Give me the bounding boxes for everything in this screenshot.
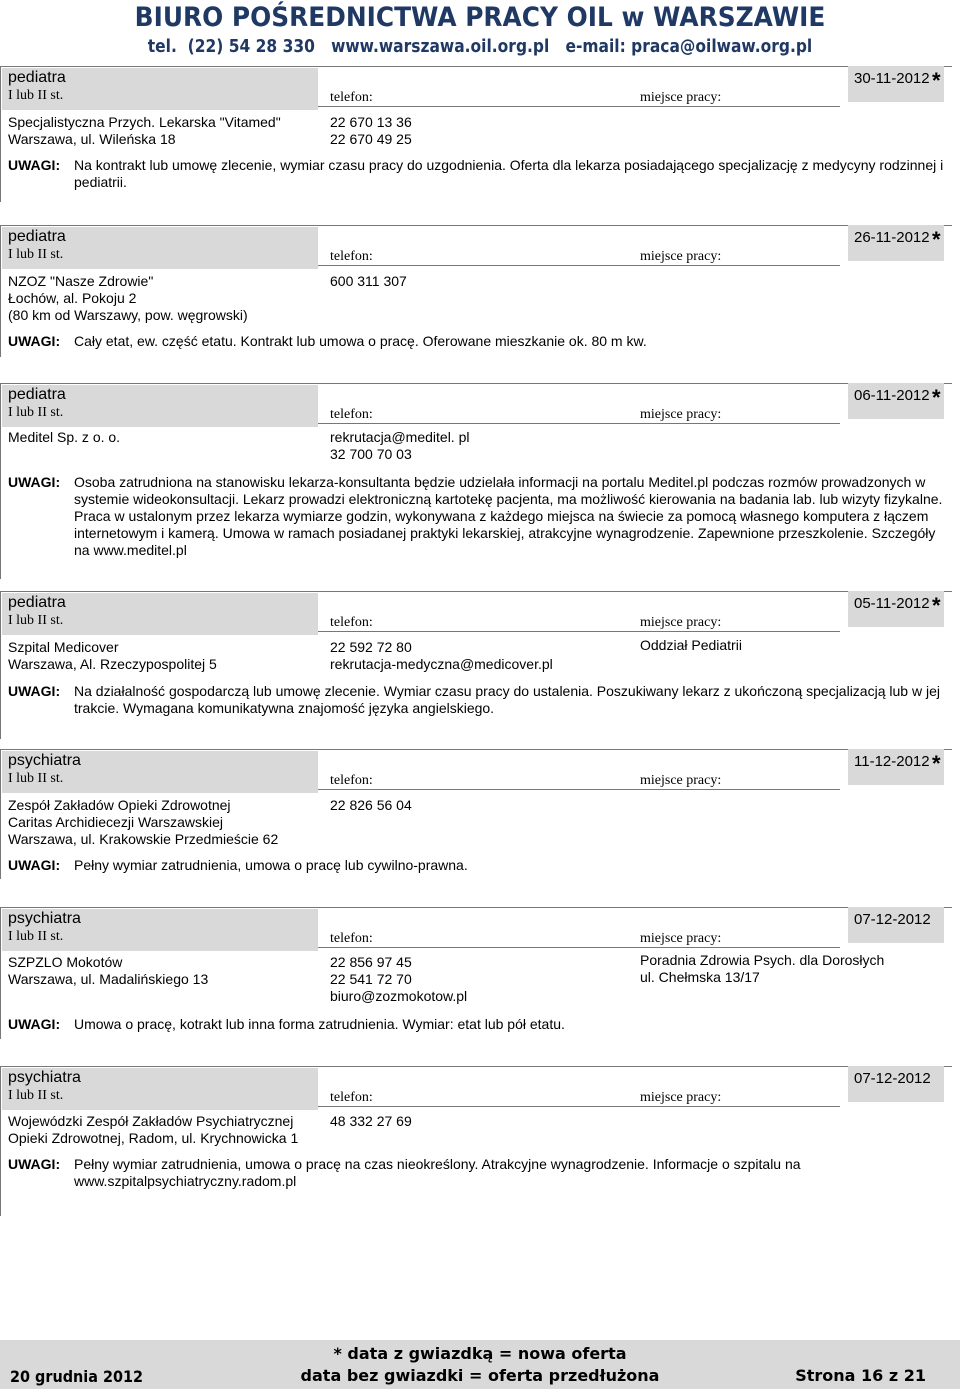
remarks-text: Pełny wymiar zatrudnienia, umowa o pracę na czas nieokreślony. Atrakcyjne wynagrodzenie. Informacje o szpitalu na www.szpitalpsychiatryczny.radom.pl [74, 1156, 801, 1189]
offer-top-rule [0, 907, 952, 908]
label-underline [632, 423, 840, 424]
employer-line: Łochów, al. Pokoju 2 [8, 290, 137, 306]
phone-label: telefon: [330, 407, 373, 422]
specialty-name: pediatra [8, 594, 66, 611]
phone-label: telefon: [330, 90, 373, 105]
contact-line[interactable]: 22 670 49 25 [330, 131, 412, 147]
contact-line[interactable]: 48 332 27 69 [330, 1113, 412, 1129]
offer-left-rule [0, 1066, 1, 1216]
job-offer [0, 66, 960, 202]
employer-line: Warszawa, ul. Krakowskie Przedmieście 62 [8, 831, 279, 847]
label-underline [632, 789, 840, 790]
remarks-text: Na działalność gospodarczą lub umowę zlecenie. Wymiar czasu pracy do ustalenia. Poszukiwany lekarz z ukończoną specjalizacją lub w jej trakcie. Wymagana komunikatywna znajomość języka angielskiego. [74, 683, 940, 716]
new-offer-star: * [932, 385, 941, 410]
employer-line: Warszawa, Al. Rzeczypospolitej 5 [8, 656, 217, 672]
offer-left-rule [0, 907, 1, 1039]
workplace-label: miejsce pracy: [640, 249, 722, 264]
offer-top-rule [0, 591, 952, 592]
contact [330, 429, 470, 463]
employer [8, 429, 120, 446]
workplace [640, 952, 884, 986]
phone-label: telefon: [330, 773, 373, 788]
label-underline [632, 947, 840, 948]
remarks-label: UWAGI: [8, 857, 61, 873]
contact [330, 797, 412, 814]
job-offer [0, 749, 960, 879]
workplace-label: miejsce pracy: [640, 407, 722, 422]
employer-line: SZPZLO Mokotów [8, 954, 123, 970]
phone-label: telefon: [330, 249, 373, 264]
legend-new-offer: * data z gwiazdką = nowa oferta [333, 1344, 627, 1363]
remarks-text: Na kontrakt lub umowę zlecenie, wymiar czasu pracy do uzgodnienia. Oferta dla lekarza posiadającego specjalizację z medycyny rodzinnej i pediatrii. [74, 157, 944, 190]
job-offer [0, 383, 960, 579]
job-offer [0, 1066, 960, 1216]
office-title: BIURO POŚREDNICTWA PRACY OIL w WARSZAWIE [134, 2, 826, 33]
new-offer-star: * [932, 227, 941, 252]
label-underline [632, 1106, 840, 1107]
contact-line[interactable]: rekrutacja-medyczna@medicover.pl [330, 656, 553, 672]
offer-top-rule [0, 225, 952, 226]
level-label: I lub II st. [8, 247, 64, 262]
job-offer [0, 225, 960, 357]
label-underline [318, 265, 632, 266]
employer-line: Specjalistyczna Przych. Lekarska "Vitamed" [8, 114, 281, 130]
employer [8, 114, 281, 148]
specialty-name: pediatra [8, 386, 66, 403]
employer [8, 273, 248, 324]
level-label: I lub II st. [8, 613, 64, 628]
contact [330, 114, 412, 148]
contact [330, 639, 553, 673]
employer-line: Warszawa, ul. Madalińskiego 13 [8, 971, 209, 987]
office-contact: tel. (22) 54 28 330 www.warszawa.oil.org.pl e-mail: praca@oilwaw.org.pl [147, 36, 813, 57]
contact [330, 1113, 412, 1130]
employer-line: Meditel Sp. z o. o. [8, 429, 121, 445]
workplace-line: Poradnia Zdrowia Psych. dla Dorosłych [640, 952, 885, 968]
level-label: I lub II st. [8, 88, 64, 103]
phone-label: telefon: [330, 931, 373, 946]
offer-top-rule [0, 1066, 952, 1067]
offer-top-rule [0, 383, 952, 384]
label-underline [318, 631, 632, 632]
employer [8, 797, 278, 848]
contact-line[interactable]: 32 700 70 03 [330, 446, 412, 462]
new-offer-star: * [932, 68, 941, 93]
employer-line: Opieki Zdrowotnej, Radom, ul. Krychnowicka 1 [8, 1130, 299, 1146]
specialty-name: pediatra [8, 69, 66, 86]
employer-line: (80 km od Warszawy, pow. węgrowski) [8, 307, 248, 323]
offer-left-rule [0, 591, 1, 739]
page-header [0, 0, 960, 62]
level-label: I lub II st. [8, 1088, 64, 1103]
offer-date: 07-12-2012 [854, 1070, 931, 1087]
employer [8, 1113, 298, 1147]
level-label: I lub II st. [8, 771, 64, 786]
label-underline [318, 1106, 632, 1107]
remarks-label: UWAGI: [8, 157, 61, 173]
specialty-name: psychiatra [8, 752, 81, 769]
contact-line[interactable]: biuro@zozmokotow.pl [330, 988, 468, 1004]
employer-line: NZOZ "Nasze Zdrowie" [8, 273, 154, 289]
label-underline [632, 265, 840, 266]
workplace-label: miejsce pracy: [640, 615, 722, 630]
label-underline [318, 423, 632, 424]
label-underline [318, 789, 632, 790]
label-underline [318, 947, 632, 948]
remarks-text: Cały etat, ew. część etatu. Kontrakt lub umowa o pracę. Oferowane mieszkanie ok. 80 m kw. [74, 333, 647, 349]
offer-top-rule [0, 66, 952, 67]
new-offer-star: * [932, 751, 941, 776]
offer-date: 05-11-2012 [854, 595, 930, 612]
remarks-text: Osoba zatrudniona na stanowisku lekarza-konsultanta będzie udzielała informacji na portalu Meditel.pl podczas rozmów prowadzonych w systemie wideokonsultacji. Lekarz prowadzi elektroniczną kartotekę pacjenta, ma możliwość kierowania na badania lab. lub wizyty fizykalne. Praca w ustalonym przez lekarza wymiarze godzin, wykonywana z każdego miejsca na świecie za pomocą własnego komputera z łączem internetowym i kamerą. Umowa w ramach posiadanej praktyki lekarskiej, atrakcyjne wynagrodzenie. Zapewnione przeszkolenie. Szczegóły na www.meditel.pl [74, 474, 943, 558]
offer-left-rule [0, 225, 1, 357]
workplace-label: miejsce pracy: [640, 931, 722, 946]
employer-line: Wojewódzki Zespół Zakładów Psychiatrycznej [8, 1113, 294, 1129]
contact-line[interactable]: rekrutacja@meditel. pl [330, 429, 470, 445]
footer-date: 20 grudnia 2012 [10, 1367, 144, 1386]
legend-extended-offer: data bez gwiazdki = oferta przedłużona [300, 1366, 660, 1385]
level-label: I lub II st. [8, 405, 64, 420]
offer-left-rule [0, 749, 1, 879]
employer-line: Zespół Zakładów Opieki Zdrowotnej [8, 797, 231, 813]
specialty-name: pediatra [8, 228, 66, 245]
remarks-label: UWAGI: [8, 474, 61, 490]
new-offer-star: * [932, 593, 941, 618]
remarks-label: UWAGI: [8, 1016, 61, 1032]
contact [330, 273, 407, 290]
specialty-name: psychiatra [8, 910, 81, 927]
contact-line[interactable]: 22 670 13 36 [330, 114, 412, 130]
page-number: Strona 16 z 21 [795, 1366, 926, 1385]
employer [8, 954, 208, 988]
contact-line[interactable]: 600 311 307 [330, 273, 407, 289]
job-offer [0, 907, 960, 1039]
remarks-text: Pełny wymiar zatrudnienia, umowa o pracę lub cywilno-prawna. [74, 857, 468, 873]
remarks-label: UWAGI: [8, 1156, 61, 1172]
remarks-label: UWAGI: [8, 683, 61, 699]
employer-line: Warszawa, ul. Wileńska 18 [8, 131, 176, 147]
offer-date: 07-12-2012 [854, 911, 931, 928]
remarks-label: UWAGI: [8, 333, 61, 349]
phone-label: telefon: [330, 615, 373, 630]
employer [8, 639, 217, 673]
offer-top-rule [0, 749, 952, 750]
workplace-line: ul. Chełmska 13/17 [640, 969, 760, 985]
offer-date: 11-12-2012 [854, 753, 930, 770]
offer-left-rule [0, 66, 1, 202]
employer-line: Szpital Medicover [8, 639, 119, 655]
workplace-line: Oddział Pediatrii [640, 637, 742, 653]
level-label: I lub II st. [8, 929, 64, 944]
remarks-text: Umowa o pracę, kotrakt lub inna forma zatrudnienia. Wymiar: etat lub pół etatu. [74, 1016, 565, 1032]
contact-line[interactable]: 22 592 72 80 [330, 639, 412, 655]
offer-date: 26-11-2012 [854, 229, 930, 246]
phone-label: telefon: [330, 1090, 373, 1105]
offer-date: 30-11-2012 [854, 70, 930, 87]
workplace-label: miejsce pracy: [640, 1090, 722, 1105]
employer-line: Caritas Archidiecezji Warszawskiej [8, 814, 223, 830]
specialty-name: psychiatra [8, 1069, 81, 1086]
offer-left-rule [0, 383, 1, 579]
offer-date: 06-11-2012 [854, 387, 930, 404]
contact-line[interactable]: 22 541 72 70 [330, 971, 412, 987]
contact-line[interactable]: 22 826 56 04 [330, 797, 412, 813]
workplace-label: miejsce pracy: [640, 90, 722, 105]
job-offer [0, 591, 960, 739]
label-underline [318, 106, 632, 107]
workplace-label: miejsce pracy: [640, 773, 722, 788]
label-underline [632, 106, 840, 107]
label-underline [632, 631, 840, 632]
contact [330, 954, 467, 1005]
contact-line[interactable]: 22 856 97 45 [330, 954, 412, 970]
workplace [640, 637, 742, 654]
